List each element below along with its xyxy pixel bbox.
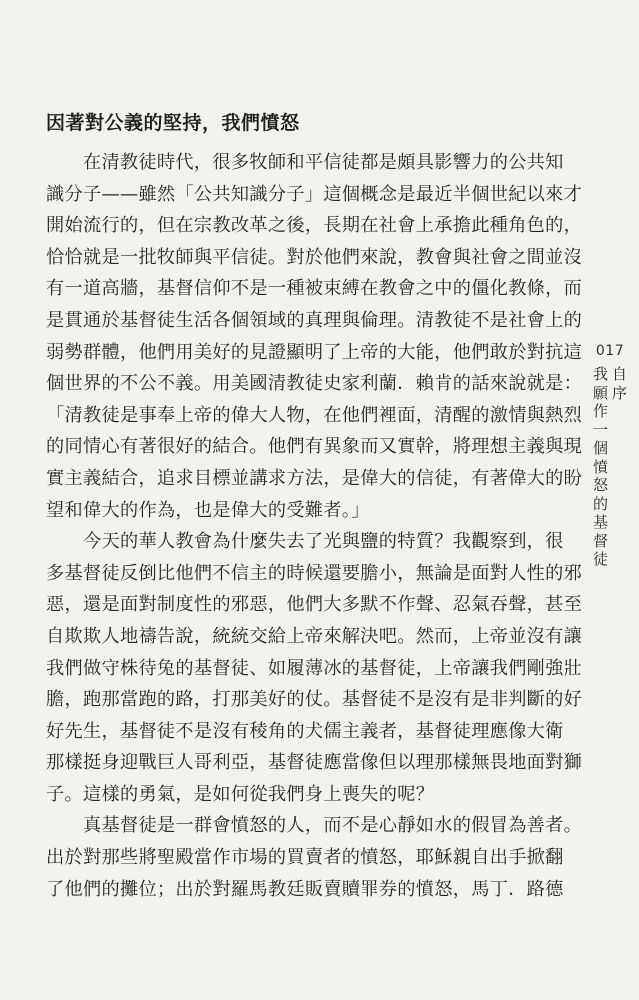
- text-line: 是貫通於基督徒生活各個領域的真理與倫理。清教徒不是社會上的: [46, 309, 583, 331]
- text-line: 有一道高牆，基督信仰不是一種被束縛在教會之中的僵化教條，而: [46, 278, 583, 300]
- text-line: 的同情心有著很好的結合。他們有異象而又實幹，將理想主義與現: [46, 436, 583, 458]
- body-text: [46, 147, 583, 905]
- text-line: 多基督徒反倒比他們不信主的時候還要膽小，無論是面對人性的邪: [46, 562, 583, 584]
- text-line: 我們做守株待兔的基督徒、如履薄冰的基督徒，上帝讓我們剛強壯: [46, 657, 583, 679]
- text-line: 自欺欺人地禱告說，統統交給上帝來解決吧。然而，上帝並沒有讓: [46, 625, 583, 647]
- running-head-section: 自 序: [612, 365, 628, 402]
- text-line: 了他們的攤位；出於對羅馬教廷販賣贖罪券的憤怒，馬丁．路德: [46, 878, 564, 900]
- text-line: 子。這樣的勇氣，是如何從我們身上喪失的呢？: [46, 783, 435, 805]
- text-line: 好先生，基督徒不是沒有稜角的犬儒主義者，基督徒理應像大衛: [46, 720, 564, 742]
- text-line: 實主義結合，追求目標並講求方法，是偉大的信徒，有著偉大的盼: [46, 467, 583, 489]
- text-line: 真基督徒是一群會憤怒的人，而不是心靜如水的假冒為善者。: [46, 815, 583, 837]
- text-line: 開始流行的，但在宗教改革之後，長期在社會上承擔此種角色的，: [46, 215, 583, 237]
- text-line: 膽，跑那當跑的路，打那美好的仗。基督徒不是沒有是非判斷的好: [46, 689, 583, 711]
- running-head: [593, 365, 627, 569]
- page-sidebar: [594, 343, 626, 569]
- text-line: 那樣挺身迎戰巨人哥利亞，基督徒應當像但以理那樣無畏地面對獅: [46, 752, 583, 774]
- running-head-title: 我 願 作 一 個 憤 怒 的 基 督 徒: [592, 365, 608, 568]
- text-line: 在清教徒時代，很多牧師和平信徒都是頗具影響力的公共知: [46, 152, 564, 173]
- text-line: 惡，還是面對制度性的邪惡，他們大多默不作聲、忍氣吞聲，甚至: [46, 594, 583, 616]
- text-line: 「清教徒是事奉上帝的偉大人物，在他們裡面，清醒的激情與熱烈: [46, 404, 583, 426]
- text-line: 恰恰就是一批牧師與平信徒。對於他們來說，教會與社會之間並沒: [46, 246, 583, 268]
- text-line: 弱勢群體，他們用美好的見證顯明了上帝的大能，他們敢於對抗這: [46, 341, 583, 363]
- text-line: 識分子——雖然「公共知識分子」這個概念是最近半個世紀以來才: [46, 183, 583, 205]
- text-line: 望和偉大的作為，也是偉大的受難者。」: [46, 499, 370, 521]
- text-line: 今天的華人教會為什麼失去了光與鹽的特質？我觀察到，很: [46, 531, 564, 553]
- text-line: 個世界的不公不義。用美國清教徒史家利蘭．賴肯的話來說就是：: [46, 373, 583, 395]
- text-line: 出於對那些將聖殿當作市場的買賣者的憤怒，耶穌親自出手掀翻: [46, 847, 564, 869]
- page-number: 017: [595, 343, 625, 359]
- section-heading: 因著對公義的堅持，我們憤怒: [46, 112, 300, 134]
